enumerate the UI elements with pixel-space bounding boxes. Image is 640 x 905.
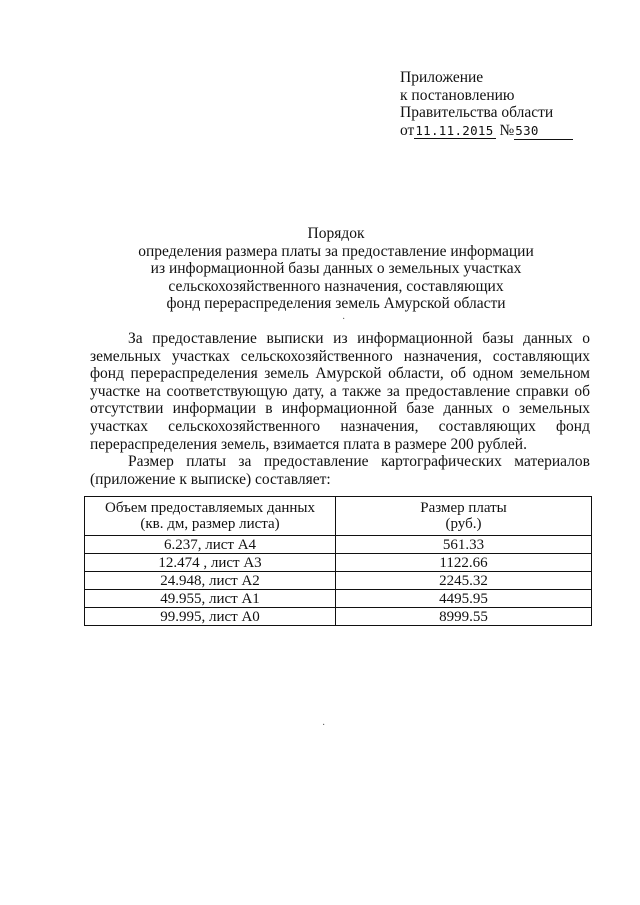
header-fee: Размер платы (руб.) [336,497,592,536]
cell-volume: 99.995, лист А0 [85,608,336,626]
table-row [85,554,592,572]
scan-speck: · [322,720,326,731]
appendix-resolution-ref: к постановлению [400,86,515,104]
title-line: сельскохозяйственного назначения, составляющих [168,277,504,295]
date-number-line [400,122,573,141]
date-prefix: от [400,121,415,139]
resolution-date: 11.11.2015 [415,122,494,138]
table-row [85,608,592,626]
scan-speck: · [342,314,346,325]
appendix-authority: Правительства области [400,104,554,121]
cell-fee: 4495.95 [336,590,592,608]
cell-volume: 24.948, лист А2 [85,572,336,590]
title-line: фонд перераспределения земель Амурской области [166,295,506,313]
table-row [85,536,592,554]
fee-table [84,496,592,626]
appendix-label: Приложение [400,69,484,86]
cell-volume: 6.237, лист А4 [85,536,336,554]
document-title [120,225,552,313]
document-body [90,330,590,488]
title-line: определения размера платы за предоставление информации [138,242,534,260]
cell-fee: 561.33 [336,536,592,554]
cell-fee: 2245.32 [336,572,592,590]
cell-volume: 49.955, лист А1 [85,590,336,608]
table-row [85,572,592,590]
number-sign: № [499,121,515,139]
paragraph-map-fee: Размер платы за предоставление картографических материалов (приложение к выписке) составляет: [90,453,590,488]
cell-fee: 1122.66 [336,554,592,572]
header-volume: Объем предоставляемых данных (кв. дм, размер листа) [85,497,336,536]
paragraph-extract-fee: За предоставление выписки из информационной базы данных о земельных участках сельскохозяйственного назначения, составляющих фонд перераспределения земель Амурской области, об одном земельном участке на соответствующую дату, а также за предоставление справки об отсутствии информации в информационной базе данных о земельных участках сельскохозяйственного назначения, составляющих фонд перераспределения земель, взимается плата в размере 200 рублей. [90,330,590,453]
title-line: из информационной базы данных о земельных участках [150,260,522,278]
cell-fee: 8999.55 [336,608,592,626]
cell-volume: 12.474 , лист А3 [85,554,336,572]
resolution-number: 530 [514,122,573,141]
table-header-row [85,497,592,536]
title-line: Порядок [307,225,365,242]
appendix-header [400,69,573,140]
table-row [85,590,592,608]
